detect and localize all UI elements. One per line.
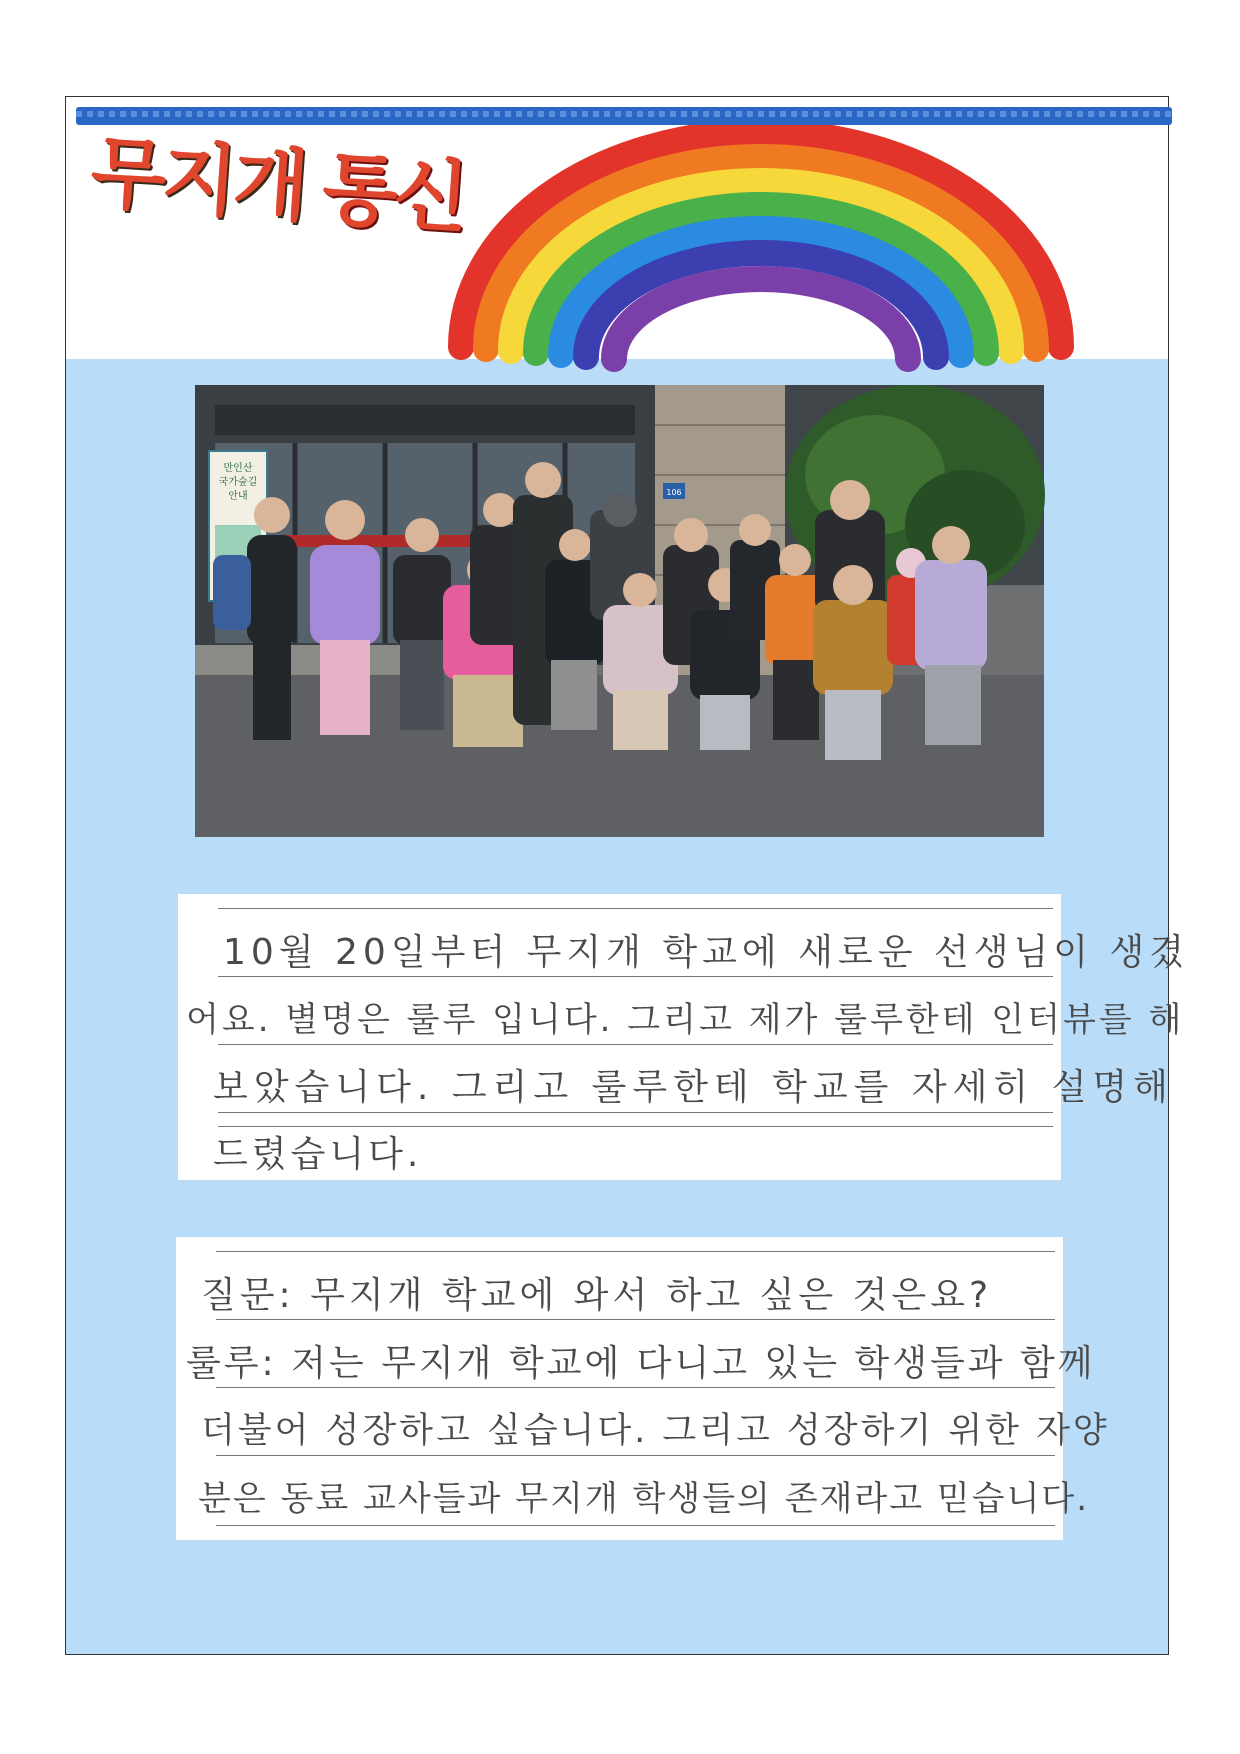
note1-line-4: 드렸습니다. xyxy=(213,1134,423,1175)
ruled-line xyxy=(218,908,1053,909)
ruled-line xyxy=(216,1387,1055,1388)
note2-line-1: 질문: 무지개 학교에 와서 하고 싶은 것은요? xyxy=(201,1275,993,1316)
note1-line-2: 어요. 별명은 룰루 입니다. 그리고 제가 룰루한테 인터뷰를 해 xyxy=(186,1000,1185,1040)
note1-line-1: 10월 20일부터 무지개 학교에 새로운 선생님이 생겼 xyxy=(223,932,1190,973)
note2-line-4: 분은 동료 교사들과 무지개 학생들의 존재라고 믿습니다. xyxy=(198,1479,1090,1519)
sign-line-2: 국가숲길 xyxy=(218,477,258,488)
group-photo xyxy=(195,385,1044,837)
handwritten-note-2 xyxy=(176,1237,1110,1540)
note2-line-3: 더불어 성장하고 싶습니다. 그리고 성장하기 위한 자양 xyxy=(201,1411,1110,1451)
title-part-news: 통신 xyxy=(319,144,468,244)
ruled-line xyxy=(218,1112,1053,1113)
sign-line-1: 만인산 xyxy=(223,463,253,474)
building-number: 106 xyxy=(666,488,682,497)
title-part-rainbow: 무지개 xyxy=(87,128,308,233)
note2-line-2: 룰루: 저는 무지개 학교에 다니고 있는 학생들과 함께 xyxy=(186,1343,1096,1384)
handwritten-note-1 xyxy=(178,894,1190,1180)
sign-line-3: 안내 xyxy=(228,491,248,502)
ruled-line xyxy=(218,976,1053,977)
ruled-line xyxy=(216,1455,1055,1456)
ruled-line xyxy=(216,1251,1055,1252)
note1-line-3: 보았습니다. 그리고 룰루한테 학교를 자세히 설명해 xyxy=(213,1067,1174,1108)
newsletter-page xyxy=(65,96,1190,1655)
ruled-line xyxy=(218,1044,1053,1045)
ruled-line xyxy=(216,1319,1055,1320)
group-photo-image xyxy=(195,385,1044,837)
ruled-line xyxy=(216,1525,1055,1526)
header-banner xyxy=(66,97,1168,359)
